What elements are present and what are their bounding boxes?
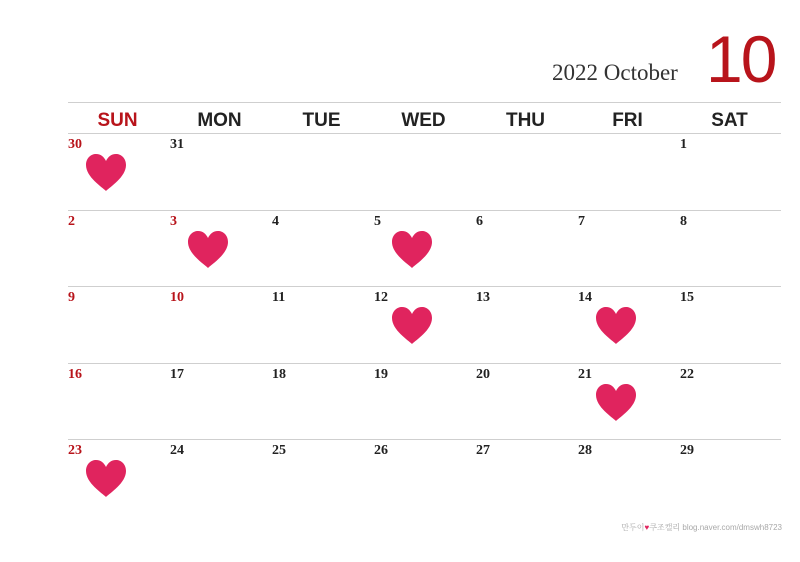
weekday-tue: TUE xyxy=(302,110,341,131)
weekday-divider xyxy=(68,133,781,134)
heart-icon xyxy=(84,153,128,193)
day-number: 3 xyxy=(170,214,177,229)
day-number: 23 xyxy=(68,443,82,458)
day-number: 2 xyxy=(68,214,75,229)
heart-icon xyxy=(84,459,128,499)
day-number: 13 xyxy=(476,290,490,305)
credit-heart-icon: ♥ xyxy=(644,523,650,532)
day-number: 26 xyxy=(374,443,388,458)
heart-icon xyxy=(390,306,434,346)
credit-suffix: 쿠조캘리 blog.naver.com/dmswh8723 xyxy=(649,523,782,532)
footer-credit xyxy=(621,522,782,533)
week-divider xyxy=(68,439,781,440)
day-number: 22 xyxy=(680,367,694,382)
day-number: 18 xyxy=(272,367,286,382)
day-number: 8 xyxy=(680,214,687,229)
day-number: 12 xyxy=(374,290,388,305)
credit-prefix: 만두이 xyxy=(621,523,645,532)
weekday-thu: THU xyxy=(505,110,546,131)
day-number: 5 xyxy=(374,214,381,229)
day-number: 1 xyxy=(680,137,687,152)
day-number: 27 xyxy=(476,443,490,458)
day-number: 15 xyxy=(680,290,694,305)
day-number: 30 xyxy=(68,137,82,152)
day-number: 29 xyxy=(680,443,694,458)
day-number: 19 xyxy=(374,367,388,382)
heart-icon xyxy=(390,230,434,270)
day-number: 9 xyxy=(68,290,75,305)
day-number: 10 xyxy=(170,290,184,305)
year-month-label: 2022 October xyxy=(552,60,678,85)
week-divider xyxy=(68,363,781,364)
day-number: 20 xyxy=(476,367,490,382)
heart-icon xyxy=(594,383,638,423)
day-number: 14 xyxy=(578,290,592,305)
week-divider xyxy=(68,210,781,211)
day-number: 11 xyxy=(272,290,286,305)
weekday-sun: SUN xyxy=(97,110,138,131)
day-number: 21 xyxy=(578,367,592,382)
weekday-mon: MON xyxy=(197,110,242,131)
day-number: 4 xyxy=(272,214,279,229)
day-number: 25 xyxy=(272,443,286,458)
day-number: 7 xyxy=(578,214,585,229)
day-number: 16 xyxy=(68,367,82,382)
weekday-wed: WED xyxy=(401,110,446,131)
day-number: 17 xyxy=(170,367,184,382)
day-number: 31 xyxy=(170,137,184,152)
day-number: 28 xyxy=(578,443,592,458)
top-divider xyxy=(68,102,781,103)
day-number: 24 xyxy=(170,443,184,458)
heart-icon xyxy=(186,230,230,270)
heart-icon xyxy=(594,306,638,346)
week-divider xyxy=(68,286,781,287)
month-number: 10 xyxy=(706,22,776,96)
weekday-fri: FRI xyxy=(612,110,643,131)
day-number: 6 xyxy=(476,214,483,229)
weekday-sat: SAT xyxy=(711,110,748,131)
